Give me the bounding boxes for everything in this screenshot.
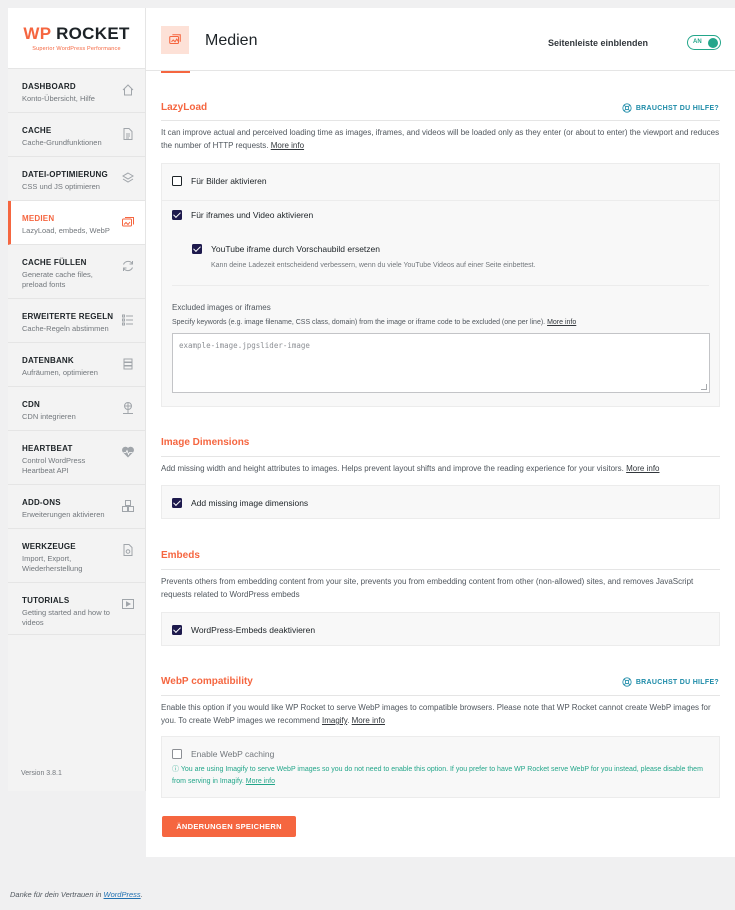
section-divider bbox=[161, 695, 720, 696]
section-divider bbox=[161, 120, 720, 121]
excluded-placeholder: example-image.jpgslider-image bbox=[179, 341, 310, 350]
sidebar-item-subtitle: Konto-Übersicht, Hilfe bbox=[22, 94, 95, 103]
home-icon bbox=[121, 83, 135, 97]
sidebar-item-medien[interactable] bbox=[8, 201, 145, 245]
webp-section-title: WebP compatibility bbox=[161, 676, 253, 687]
sidebar-item-tutorials[interactable] bbox=[8, 583, 145, 635]
sidebar-item-subtitle: Erweiterungen aktivieren bbox=[22, 510, 105, 519]
sidebar-item-subtitle: Aufräumen, optimieren bbox=[22, 368, 98, 377]
sidebar-item-title: MEDIEN bbox=[22, 214, 55, 223]
sidebar-item-title: WERKZEUGE bbox=[22, 542, 76, 551]
webp-notice-more-info-link[interactable]: More info bbox=[245, 778, 275, 785]
dimensions-description: Add missing width and height attributes to images. Helps prevent layout shifts and improve the reading experience for your visitors. More info bbox=[161, 464, 660, 473]
sidebar-toggle[interactable] bbox=[687, 35, 721, 50]
sidebar-item-cdn[interactable] bbox=[8, 387, 145, 431]
sidebar-item-datenbank[interactable] bbox=[8, 343, 145, 387]
webp-caching-checkbox[interactable] bbox=[172, 749, 182, 759]
youtube-preview-description: Kann deine Ladezeit entscheidend verbessern, wenn du viele YouTube Videos auf einer Seite einbettest. bbox=[211, 262, 536, 269]
sidebar-item-cache-füllen[interactable] bbox=[8, 245, 145, 299]
sidebar-item-werkzeuge[interactable] bbox=[8, 529, 145, 583]
option-divider bbox=[172, 285, 709, 286]
lazyload-iframes-option[interactable]: Für iframes und Video aktivieren bbox=[172, 210, 313, 220]
dimensions-more-info-link[interactable]: More info bbox=[626, 464, 660, 473]
sidebar-item-subtitle: Control WordPress Heartbeat API bbox=[22, 456, 86, 475]
main-content bbox=[146, 8, 735, 857]
sidebar-item-title: CACHE FÜLLEN bbox=[22, 258, 87, 267]
lazyload-description: It can improve actual and perceived loading time as images, iframes, and videos will be loaded only as they enter (or about to enter) the viewport and reduces the number of HTTP requests. More info bbox=[161, 128, 720, 150]
webp-description: Enable this option if you would like WP Rocket to serve WebP images to compatible browsers. Please note that WP Rocket cannot create WebP images for you. To create WebP images we recommend Imagify. More info bbox=[161, 703, 711, 725]
embeds-section-title: Embeds bbox=[161, 550, 200, 561]
sidebar-item-title: ADD-ONS bbox=[22, 498, 61, 507]
media-icon bbox=[121, 215, 135, 229]
webp-caching-option[interactable]: Enable WebP caching bbox=[172, 749, 274, 759]
sidebar-item-datei-optimierung[interactable] bbox=[8, 157, 145, 201]
sidebar-item-subtitle: Generate cache files, preload fonts bbox=[22, 270, 93, 289]
embeds-options-card bbox=[161, 612, 720, 646]
logo-tagline: Superior WordPress Performance bbox=[32, 46, 121, 52]
sidebar-item-cache[interactable] bbox=[8, 113, 145, 157]
lazyload-help-link[interactable]: BRAUCHST DU HILFE? bbox=[622, 103, 719, 113]
cdn-icon bbox=[121, 401, 135, 415]
image-dimensions-checkbox[interactable] bbox=[172, 498, 182, 508]
imagify-link[interactable]: Imagify bbox=[321, 716, 348, 725]
play-icon bbox=[121, 597, 135, 611]
logo-text: WP ROCKET bbox=[23, 24, 130, 43]
sidebar-item-subtitle: LazyLoad, embeds, WebP bbox=[22, 226, 110, 235]
lifebuoy-icon bbox=[622, 677, 632, 687]
dimensions-options-card bbox=[161, 485, 720, 519]
sidebar-item-subtitle: Import, Export, Wiederherstellung bbox=[22, 554, 83, 573]
toggle-state-label: AN bbox=[693, 39, 702, 45]
excluded-title: Excluded images or iframes bbox=[172, 303, 271, 312]
sidebar-item-heartbeat[interactable] bbox=[8, 431, 145, 485]
disable-embeds-checkbox[interactable] bbox=[172, 625, 182, 635]
sidebar-item-title: TUTORIALS bbox=[22, 596, 70, 605]
tools-icon bbox=[121, 543, 135, 557]
sidebar-item-subtitle: CDN integrieren bbox=[22, 412, 76, 421]
option-divider bbox=[162, 200, 719, 201]
wordpress-link[interactable]: WordPress bbox=[103, 890, 141, 899]
sidebar-item-add-ons[interactable] bbox=[8, 485, 145, 529]
addons-icon bbox=[121, 499, 135, 513]
sidebar-item-subtitle: Getting started and how to videos bbox=[22, 608, 110, 627]
sidebar-item-title: CDN bbox=[22, 400, 40, 409]
youtube-preview-option[interactable]: YouTube iframe durch Vorschaubild ersetzen bbox=[192, 244, 380, 254]
webp-help-link[interactable]: BRAUCHST DU HILFE? bbox=[622, 677, 719, 687]
stack-icon bbox=[121, 171, 135, 185]
excluded-textarea[interactable] bbox=[172, 333, 710, 393]
lazyload-more-info-link[interactable]: More info bbox=[270, 141, 305, 150]
sidebar-item-subtitle: Cache-Regeln abstimmen bbox=[22, 324, 109, 333]
file-icon bbox=[121, 127, 135, 141]
sidebar-item-dashboard[interactable] bbox=[8, 69, 145, 113]
sidebar-item-title: ERWEITERTE REGELN bbox=[22, 312, 114, 321]
sidebar bbox=[8, 8, 146, 791]
lazyload-options-card bbox=[161, 163, 720, 407]
media-icon bbox=[161, 26, 189, 54]
toggle-knob bbox=[708, 38, 718, 48]
sidebar-item-title: HEARTBEAT bbox=[22, 444, 73, 453]
excluded-description: Specify keywords (e.g. image filename, CSS class, domain) from the image or iframe code to be excluded (one per line). More info bbox=[172, 319, 577, 326]
sidebar-item-title: DASHBOARD bbox=[22, 82, 76, 91]
embeds-description: Prevents others from embedding content from your site, prevents you from embedding content from other (non-allowed) sites, and removes JavaScript requests related to WordPress embeds bbox=[161, 577, 694, 599]
sidebar-item-subtitle: CSS und JS optimieren bbox=[22, 182, 100, 191]
refresh-icon bbox=[121, 259, 135, 273]
sidebar-item-title: CACHE bbox=[22, 126, 52, 135]
youtube-preview-checkbox[interactable] bbox=[192, 244, 202, 254]
logo[interactable] bbox=[8, 8, 145, 69]
excluded-more-info-link[interactable]: More info bbox=[547, 319, 577, 326]
heart-icon bbox=[121, 445, 135, 459]
lazyload-iframes-checkbox[interactable] bbox=[172, 210, 182, 220]
sidebar-item-title: DATEI-OPTIMIERUNG bbox=[22, 170, 108, 179]
lazyload-section-title: LazyLoad bbox=[161, 102, 208, 113]
page-header bbox=[146, 8, 735, 71]
webp-notice: ⓘ You are using Imagify to serve WebP images so you do not need to enable this option. If you prefer to have WP Rocket serve WebP for you instead, please disable them from serving in Imagify. More info bbox=[172, 766, 703, 785]
dimensions-section-title: Image Dimensions bbox=[161, 437, 250, 448]
lazyload-images-option[interactable]: Für Bilder aktivieren bbox=[172, 176, 267, 186]
page-title: Medien bbox=[205, 32, 258, 49]
image-dimensions-option[interactable]: Add missing image dimensions bbox=[172, 498, 308, 508]
sidebar-toggle-label: Seitenleiste einblenden bbox=[547, 38, 648, 48]
lifebuoy-icon bbox=[622, 103, 632, 113]
section-divider bbox=[161, 569, 720, 570]
sidebar-item-erweiterte-regeln[interactable] bbox=[8, 299, 145, 343]
list-icon bbox=[121, 313, 135, 327]
footer-text: Danke für dein Vertrauen in WordPress. bbox=[10, 890, 143, 899]
lazyload-images-checkbox[interactable] bbox=[172, 176, 182, 186]
webp-more-info-link[interactable]: More info bbox=[351, 716, 385, 725]
database-icon bbox=[121, 357, 135, 371]
sidebar-item-subtitle: Cache-Grundfunktionen bbox=[22, 138, 102, 147]
sidebar-item-title: DATENBANK bbox=[22, 356, 74, 365]
save-changes-button[interactable]: ÄNDERUNGEN SPEICHERN bbox=[162, 816, 296, 837]
version-label: Version 3.8.1 bbox=[21, 770, 62, 777]
disable-embeds-option[interactable]: WordPress-Embeds deaktivieren bbox=[172, 625, 315, 635]
webp-options-card bbox=[161, 736, 720, 798]
section-divider bbox=[161, 456, 720, 457]
info-icon: ⓘ bbox=[172, 766, 179, 773]
